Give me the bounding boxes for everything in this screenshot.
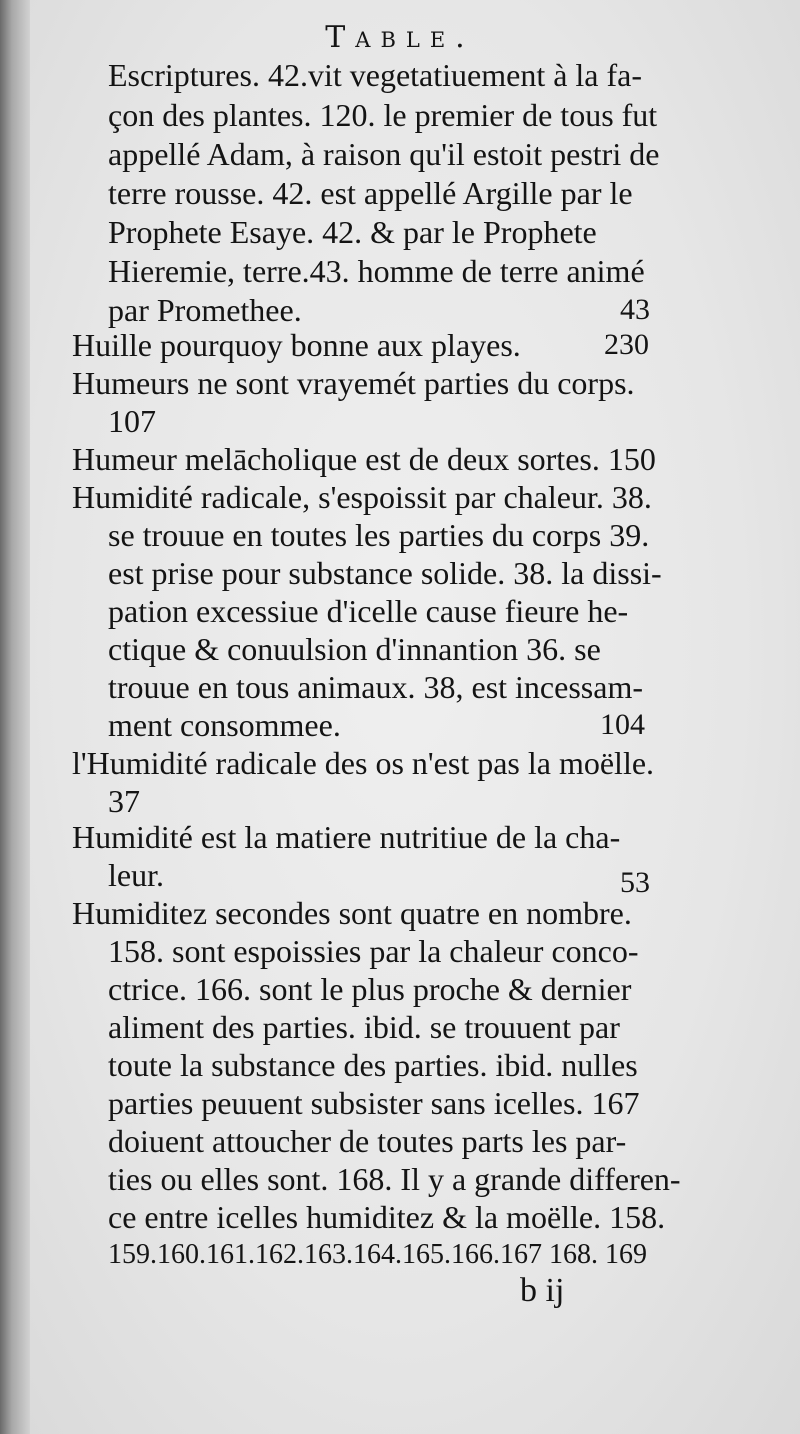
catchword: b ij [520, 1272, 565, 1309]
index-entry: Humiditez secondes sont quatre en nombre. [72, 895, 632, 931]
page-reference: 230 [604, 328, 649, 361]
index-line: ctique & conuulsion d'innantion 36. se [108, 631, 601, 667]
index-line: toute la substance des parties. ibid. nulles [108, 1047, 638, 1083]
index-line: se trouue en toutes les parties du corps 39. [108, 517, 650, 553]
index-line: ties ou elles sont. 168. Il y a grande differen- [108, 1161, 681, 1197]
page-reference: 53 [620, 866, 650, 899]
index-line: 107 [108, 403, 156, 439]
index-entry: Humeur melācholique est de deux sortes. 150 [72, 441, 656, 477]
index-line: pation excessiue d'icelle cause fieure he- [108, 593, 629, 629]
index-line: ment consommee. [108, 707, 341, 743]
index-line: doiuent attoucher de toutes parts les par- [108, 1123, 627, 1159]
index-line: 159.160.161.162.163.164.165.166.167 168. 169 [108, 1239, 647, 1270]
index-line: aliment des parties. ibid. se trouuent par [108, 1009, 620, 1045]
index-line: ce entre icelles humiditez & la moëlle. 158. [108, 1199, 666, 1235]
index-line: 37 [108, 783, 140, 819]
index-line: par Promethee. [108, 292, 302, 328]
index-line: parties peuuent subsister sans icelles. 167 [108, 1085, 640, 1121]
index-line: çon des plantes. 120. le premier de tous fut [108, 97, 658, 133]
index-entry: l'Humidité radicale des os n'est pas la moëlle. [72, 745, 655, 781]
index-line: 158. sont espoissies par la chaleur conco- [108, 933, 639, 969]
page-header: Table. [325, 20, 475, 55]
index-line: trouue en tous animaux. 38, est incessam- [108, 669, 643, 705]
page-reference: 43 [620, 293, 650, 326]
index-entry: Humidité radicale, s'espoissit par chaleur. 38. [72, 479, 652, 515]
index-line: leur. [108, 857, 164, 893]
index-line: Hieremie, terre.43. homme de terre animé [108, 253, 645, 289]
index-line: est prise pour substance solide. 38. la dissi- [108, 555, 662, 591]
index-entry: Huille pourquoy bonne aux playes. [72, 327, 521, 363]
index-line: ctrice. 166. sont le plus proche & dernier [108, 971, 632, 1007]
index-line: Prophete Esaye. 42. & par le Prophete [108, 214, 597, 250]
index-line: appellé Adam, à raison qu'il estoit pestri de [108, 136, 660, 172]
index-entry: Humidité est la matiere nutritiue de la cha- [72, 819, 621, 855]
index-line: Escriptures. 42.vit vegetatiuement à la fa- [108, 57, 643, 93]
index-entry: Humeurs ne sont vrayemét parties du corps. [72, 365, 635, 401]
page-reference: 104 [600, 708, 645, 741]
page-binding-shadow [0, 0, 30, 1434]
index-line: terre rousse. 42. est appellé Argille par le [108, 175, 633, 211]
